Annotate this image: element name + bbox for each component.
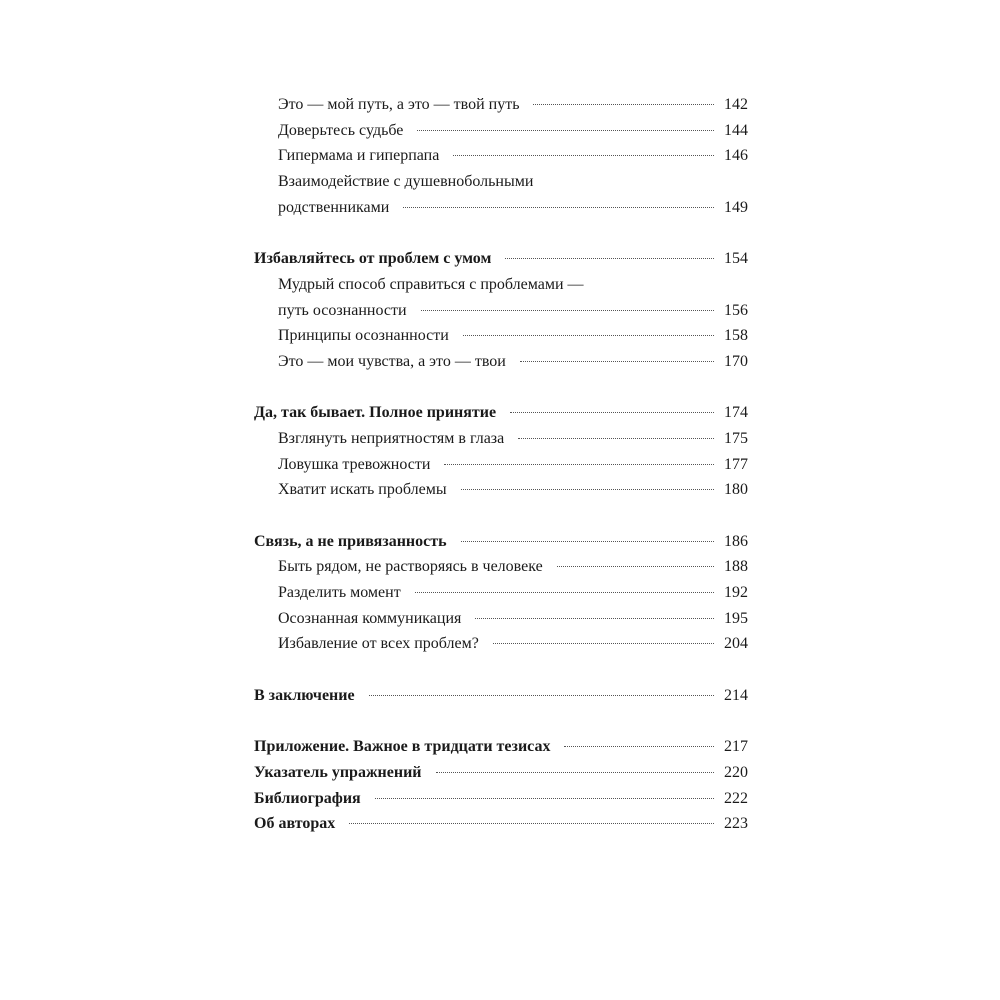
toc-chapter-page: 154 <box>724 250 748 268</box>
toc-entry-title: Это — мой путь, а это — твой путь <box>278 96 520 113</box>
toc-chapter[interactable] <box>254 683 748 709</box>
toc-chapter-title: Об авторах <box>254 815 336 833</box>
toc-chapter-page: 222 <box>724 789 748 807</box>
toc-entry-title: Хватит искать проблемы <box>278 481 447 499</box>
toc-entry-page: 188 <box>724 558 748 576</box>
toc-entry-page: 192 <box>724 584 748 602</box>
section-spacer <box>254 709 748 735</box>
toc-entry-title: Ловушка тревожности <box>278 455 431 473</box>
toc-entry[interactable] <box>254 426 748 452</box>
toc-entry-title-continued: путь осознанности <box>278 301 407 319</box>
toc-entry-first-line[interactable] <box>254 272 748 298</box>
toc-chapter[interactable] <box>254 400 748 426</box>
toc-entry-page: 156 <box>724 301 748 319</box>
toc-entry[interactable] <box>254 580 748 606</box>
toc-entry-page: 158 <box>724 327 748 345</box>
dot-leader <box>436 772 714 773</box>
dot-leader <box>421 310 714 311</box>
toc-entry-title-continued: родственниками <box>278 198 390 216</box>
toc-entry[interactable] <box>254 477 748 503</box>
toc-chapter[interactable] <box>254 760 748 786</box>
toc-chapter[interactable] <box>254 734 748 760</box>
toc-entry-title: Избавление от всех проблем? <box>278 635 479 653</box>
dot-leader <box>444 464 714 465</box>
toc-chapter-title: Приложение. Важное в тридцати тезисах <box>254 738 551 756</box>
toc-entry-page: 180 <box>724 481 748 499</box>
dot-leader <box>375 798 714 799</box>
toc-entry-page: 142 <box>724 96 748 113</box>
dot-leader <box>520 361 714 362</box>
toc-entry-title: Взаимодействие с душевнобольными <box>278 173 534 191</box>
toc-entry-title: Доверьтесь судьбе <box>278 121 404 139</box>
dot-leader <box>564 746 714 747</box>
toc-entry-title: Осознанная коммуникация <box>278 609 462 627</box>
toc-entry-page: 175 <box>724 429 748 447</box>
toc-entry-page: 149 <box>724 198 748 216</box>
toc-entry[interactable] <box>254 143 748 169</box>
toc-chapter-title: Связь, а не привязанность <box>254 532 447 550</box>
toc-entry-page: 177 <box>724 455 748 473</box>
toc-entry[interactable] <box>254 195 748 221</box>
toc-entry[interactable] <box>254 349 748 375</box>
toc-chapter-title: В заключение <box>254 686 355 704</box>
section-spacer <box>254 503 748 529</box>
toc-entry-title: Разделить момент <box>278 584 401 602</box>
toc-entry-page: 146 <box>724 147 748 165</box>
section-spacer <box>254 220 748 246</box>
dot-leader <box>417 130 714 131</box>
toc-entry-title: Гипермама и гиперпапа <box>278 147 440 165</box>
toc-chapter-page: 186 <box>724 532 748 550</box>
toc-chapter[interactable] <box>254 786 748 812</box>
toc-chapter-title: Библиография <box>254 789 361 807</box>
section-spacer <box>254 657 748 683</box>
toc-chapter[interactable] <box>254 246 748 272</box>
toc-entry-title: Принципы осознанности <box>278 327 449 345</box>
toc-chapter-page: 223 <box>724 815 748 833</box>
toc-chapter-title: Указатель упражнений <box>254 763 422 781</box>
toc-entry-page: 144 <box>724 121 748 139</box>
toc-entry-title: Мудрый способ справиться с проблемами — <box>278 275 584 293</box>
toc-entry-page: 170 <box>724 352 748 370</box>
toc-entry-first-line[interactable] <box>254 169 748 195</box>
table-of-contents <box>254 92 748 837</box>
dot-leader <box>493 643 714 644</box>
toc-chapter-title: Избавляйтесь от проблем с умом <box>254 250 492 268</box>
toc-entry-page: 195 <box>724 609 748 627</box>
toc-entry[interactable] <box>254 118 748 144</box>
toc-entry[interactable] <box>254 452 748 478</box>
dot-leader <box>505 258 714 259</box>
toc-entry[interactable] <box>254 92 748 118</box>
dot-leader <box>463 335 714 336</box>
dot-leader <box>415 592 714 593</box>
toc-chapter-page: 217 <box>724 738 748 756</box>
dot-leader <box>510 412 714 413</box>
toc-entry-title: Быть рядом, не растворяясь в человеке <box>278 558 543 576</box>
dot-leader <box>453 155 714 156</box>
toc-chapter-page: 220 <box>724 763 748 781</box>
toc-entry-title: Взглянуть неприятностям в глаза <box>278 429 505 447</box>
dot-leader <box>403 207 714 208</box>
toc-entry[interactable] <box>254 554 748 580</box>
toc-chapter-page: 174 <box>724 404 748 422</box>
dot-leader <box>557 566 714 567</box>
toc-chapter-page: 214 <box>724 686 748 704</box>
dot-leader <box>461 489 714 490</box>
toc-entry[interactable] <box>254 323 748 349</box>
toc-entry[interactable] <box>254 298 748 324</box>
toc-chapter-title: Да, так бывает. Полное принятие <box>254 404 497 422</box>
dot-leader <box>369 695 714 696</box>
toc-chapter[interactable] <box>254 529 748 555</box>
section-spacer <box>254 375 748 401</box>
dot-leader <box>349 823 714 824</box>
dot-leader <box>475 618 714 619</box>
toc-entry[interactable] <box>254 606 748 632</box>
dot-leader <box>518 438 714 439</box>
dot-leader <box>533 104 714 105</box>
toc-entry-title: Это — мои чувства, а это — твои <box>278 352 506 370</box>
toc-chapter[interactable] <box>254 811 748 837</box>
dot-leader <box>461 541 714 542</box>
toc-entry[interactable] <box>254 631 748 657</box>
toc-entry-page: 204 <box>724 635 748 653</box>
